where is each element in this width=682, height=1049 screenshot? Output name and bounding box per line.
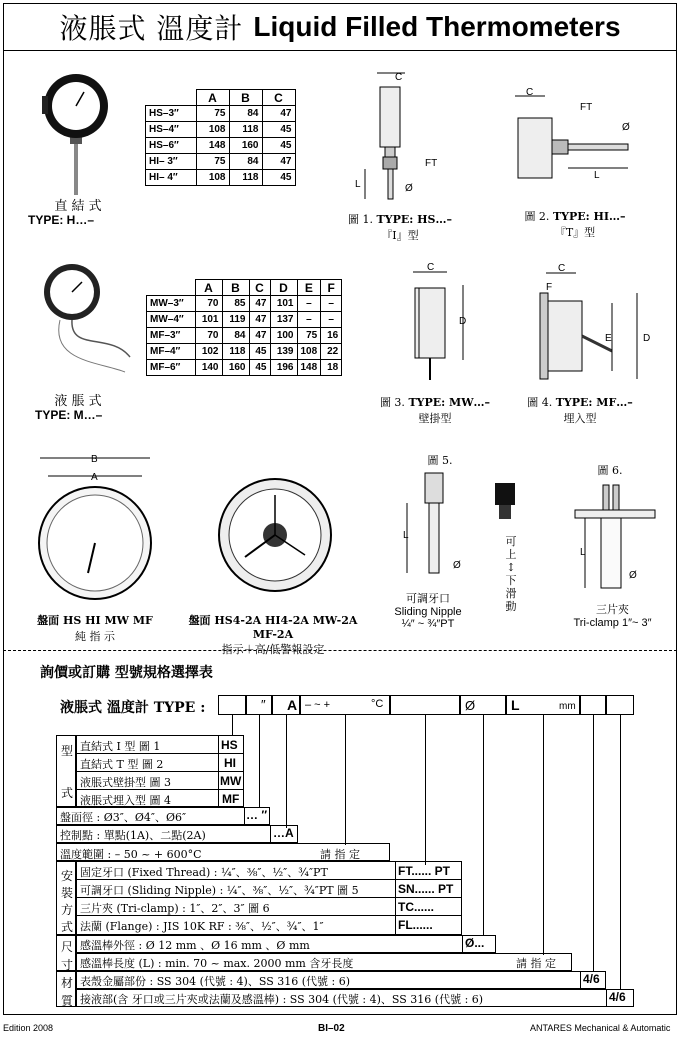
figure-6-drawing: [565, 480, 665, 595]
size-length-text: 感溫棒長度 (L) : min. 70 ~ max. 2000 mm 含牙長度: [80, 957, 354, 970]
size-length-note: 請 指 定: [516, 957, 556, 970]
figure-6-label: 圖 6.: [597, 464, 623, 477]
figure-4-caption: 圖 4. TYPE: MF…– 埋入型: [527, 396, 633, 425]
dial-size-text: 盤面徑 : Ø3″、Ø4″、Ø6″: [60, 811, 187, 824]
table-row: MF–6″ 140 160 45 196 148 18: [147, 360, 342, 376]
section-divider: [3, 650, 677, 651]
material-case-text: 表殼金屬部份 : SS 304 (代號 : 4)、SS 316 (代號 : 6): [80, 975, 350, 988]
figure-4-drawing: [532, 263, 662, 388]
table-row: HS–4″ 108 118 45: [146, 122, 296, 138]
code-box-material2: [606, 695, 634, 715]
leader-line: [620, 715, 621, 989]
table-row: MF–3″ 70 84 47 100 75 16: [147, 328, 342, 344]
selection-title: 詢價或訂購 型號規格選擇表: [40, 665, 213, 681]
type-row-mf: 液脹式埋入型 圖 4: [80, 794, 171, 807]
title-chinese: 液脹式 溫度計: [59, 11, 244, 45]
fig1-c: C: [395, 72, 403, 83]
gauge-photo-h: [40, 70, 120, 200]
mount-tri-clamp: 三片夾 (Tri-clamp) : 1″、2″、3″ 圖 6: [80, 902, 270, 915]
figure-3-drawing: [395, 260, 485, 385]
svg-text:Ø: Ø: [453, 560, 461, 571]
code-box-length: L mm: [506, 695, 580, 715]
figure-5-vertical-note: 可 上 ↕ 下 滑 動: [505, 535, 517, 613]
table-row: HS–6″ 148 160 45: [146, 138, 296, 154]
fig1-l: L: [355, 179, 361, 190]
table-row: HI– 4″ 108 118 45: [146, 170, 296, 186]
svg-text:C: C: [526, 88, 534, 98]
type-code-label: 液脹式 溫度計 TYPE :: [60, 700, 206, 716]
code-box-dial: ″: [246, 695, 272, 715]
dial-alarm-caption: 盤面 HS4-2A HI4-2A MW-2A MF-2A 指示＋高/低警報設定: [188, 614, 358, 656]
svg-text:FT: FT: [580, 102, 593, 113]
leader-line: [425, 715, 426, 865]
svg-text:D: D: [459, 316, 467, 327]
fig1-phi: Ø: [405, 183, 413, 194]
svg-text:L: L: [594, 170, 600, 181]
code-mf: MF: [222, 792, 240, 806]
table-row: HI– 3″ 75 84 47: [146, 154, 296, 170]
footer-company: ANTARES Mechanical & Automatic: [530, 1023, 671, 1033]
svg-text:Ø: Ø: [629, 570, 637, 581]
code-ft: FT...... PT: [398, 864, 451, 878]
temp-range-text: 溫度範圍 : – 50 ~ + 600°C: [60, 848, 202, 861]
svg-text:Ø: Ø: [622, 122, 630, 133]
dial-face-basic: [30, 448, 160, 608]
leader-line: [543, 715, 544, 955]
code-box-diameter: Ø: [460, 695, 506, 715]
dial-size-code: … ″: [246, 808, 268, 822]
dial-face-alarm: [215, 475, 335, 595]
code-box-range: – ~ + °C: [300, 695, 390, 715]
figure-1-caption: 圖 1. TYPE: HS…– 『I』型: [348, 213, 452, 242]
figure-5-caption: 可調牙口 Sliding Nipple ¼″ ~ ¾″PT: [394, 592, 462, 630]
svg-text:F: F: [546, 282, 553, 293]
code-hs: HS: [221, 738, 238, 752]
figure-3-caption: 圖 3. TYPE: MW…– 壁掛型: [379, 396, 491, 425]
material-wetted-code: 4/6: [609, 990, 626, 1004]
dimension-table-mw-mf: [146, 279, 342, 376]
figure-2-caption: 圖 2. TYPE: HI…– 『T』型: [524, 210, 626, 239]
page-title: [3, 3, 677, 51]
temp-range-note: 請 指 定: [320, 848, 360, 861]
type-row-mw: 液脹式壁掛型 圖 3: [80, 776, 171, 789]
size-diameter-text: 感溫棒外徑 : Ø 12 mm 、Ø 16 mm 、Ø mm: [80, 939, 310, 952]
svg-text:B: B: [91, 454, 98, 465]
fig1-ft: FT: [425, 158, 438, 169]
figure-6-caption: 三片夾 Tri-clamp 1″~ 3″: [573, 603, 652, 629]
type-m-label: TYPE: M…–: [35, 408, 103, 422]
mount-flange: 法蘭 (Flange) : JIS 10K RF : ⅜″、½″、¾″、1″: [80, 920, 324, 933]
code-box-ctrl: A: [272, 695, 300, 715]
group-mount: 安 裝 方 式: [56, 861, 76, 935]
svg-text:E: E: [605, 333, 612, 344]
mount-fixed-thread: 固定牙口 (Fixed Thread) : ¼″、⅜″、½″、¾″PT: [80, 866, 328, 879]
leader-line: [232, 715, 233, 735]
table-row: MW–4″ 101 119 47 137 – –: [147, 312, 342, 328]
figure-5-drawing: [395, 468, 545, 578]
leader-line: [483, 715, 484, 935]
title-english: Liquid Filled Thermometers: [253, 10, 621, 42]
svg-text:C: C: [558, 263, 566, 274]
code-box-type: [218, 695, 246, 715]
code-fl: FL......: [398, 918, 433, 932]
code-tc: TC......: [398, 900, 434, 914]
figure-5-label: 圖 5.: [427, 454, 453, 467]
material-case-code: 4/6: [583, 972, 600, 986]
svg-text:C: C: [427, 262, 435, 273]
leader-line: [259, 715, 260, 808]
group-size: 尺 寸: [56, 935, 76, 971]
code-mw: MW: [220, 774, 242, 788]
group-type: 型 式: [56, 735, 76, 807]
material-wetted-text: 接液部(含 牙口或三片夾或法蘭及感溫棒) : SS 304 (代號 : 4)、SS 316 (代號 : 6): [80, 993, 484, 1006]
svg-text:D: D: [643, 333, 651, 344]
mount-sliding-nipple: 可調牙口 (Sliding Nipple) : ¼″、⅜″、½″、¾″PT 圖 5: [80, 884, 359, 897]
leader-line: [345, 715, 346, 845]
dial-basic-caption: 盤面 HS HI MW MF 純 指 示: [37, 614, 153, 643]
footer-edition: Edition 2008: [3, 1023, 54, 1033]
control-point-text: 控制點 : 單點(1A)、二點(2A): [60, 829, 206, 842]
size-diameter-code: Ø...: [465, 936, 485, 950]
dimension-table-hs-hi: [145, 89, 296, 186]
table-row: HS–3″ 75 84 47: [146, 106, 296, 122]
leader-line: [286, 715, 287, 828]
table-row: MW–3″ 70 85 47 101 – –: [147, 296, 342, 312]
control-point-code: …A: [273, 826, 294, 840]
table-row: MF–4″ 102 118 45 139 108 22: [147, 344, 342, 360]
code-hi: HI: [224, 756, 236, 770]
code-box-mount: [390, 695, 460, 715]
table-header-row: A B C: [146, 90, 296, 106]
gauge-photo-m: [30, 262, 140, 377]
type-row-hi: 直結式 T 型 圖 2: [80, 758, 164, 771]
svg-text:L: L: [403, 530, 409, 541]
type-h-caption: 直 結 式: [54, 199, 102, 214]
table-header-row: A B C D E F: [147, 280, 342, 296]
figure-2-drawing: [510, 88, 655, 188]
leader-line: [593, 715, 594, 971]
type-row-hs: 直結式 I 型 圖 1: [80, 740, 161, 753]
type-h-label: TYPE: H…–: [28, 213, 95, 227]
figure-1-drawing: [345, 65, 465, 205]
group-material: 材 質: [56, 971, 76, 1007]
footer-page-number: BI–02: [318, 1023, 345, 1034]
code-box-material1: [580, 695, 606, 715]
code-sn: SN...... PT: [398, 882, 454, 896]
type-m-caption: 液 脹 式: [54, 394, 102, 409]
svg-text:A: A: [91, 472, 98, 483]
svg-text:L: L: [580, 547, 586, 558]
